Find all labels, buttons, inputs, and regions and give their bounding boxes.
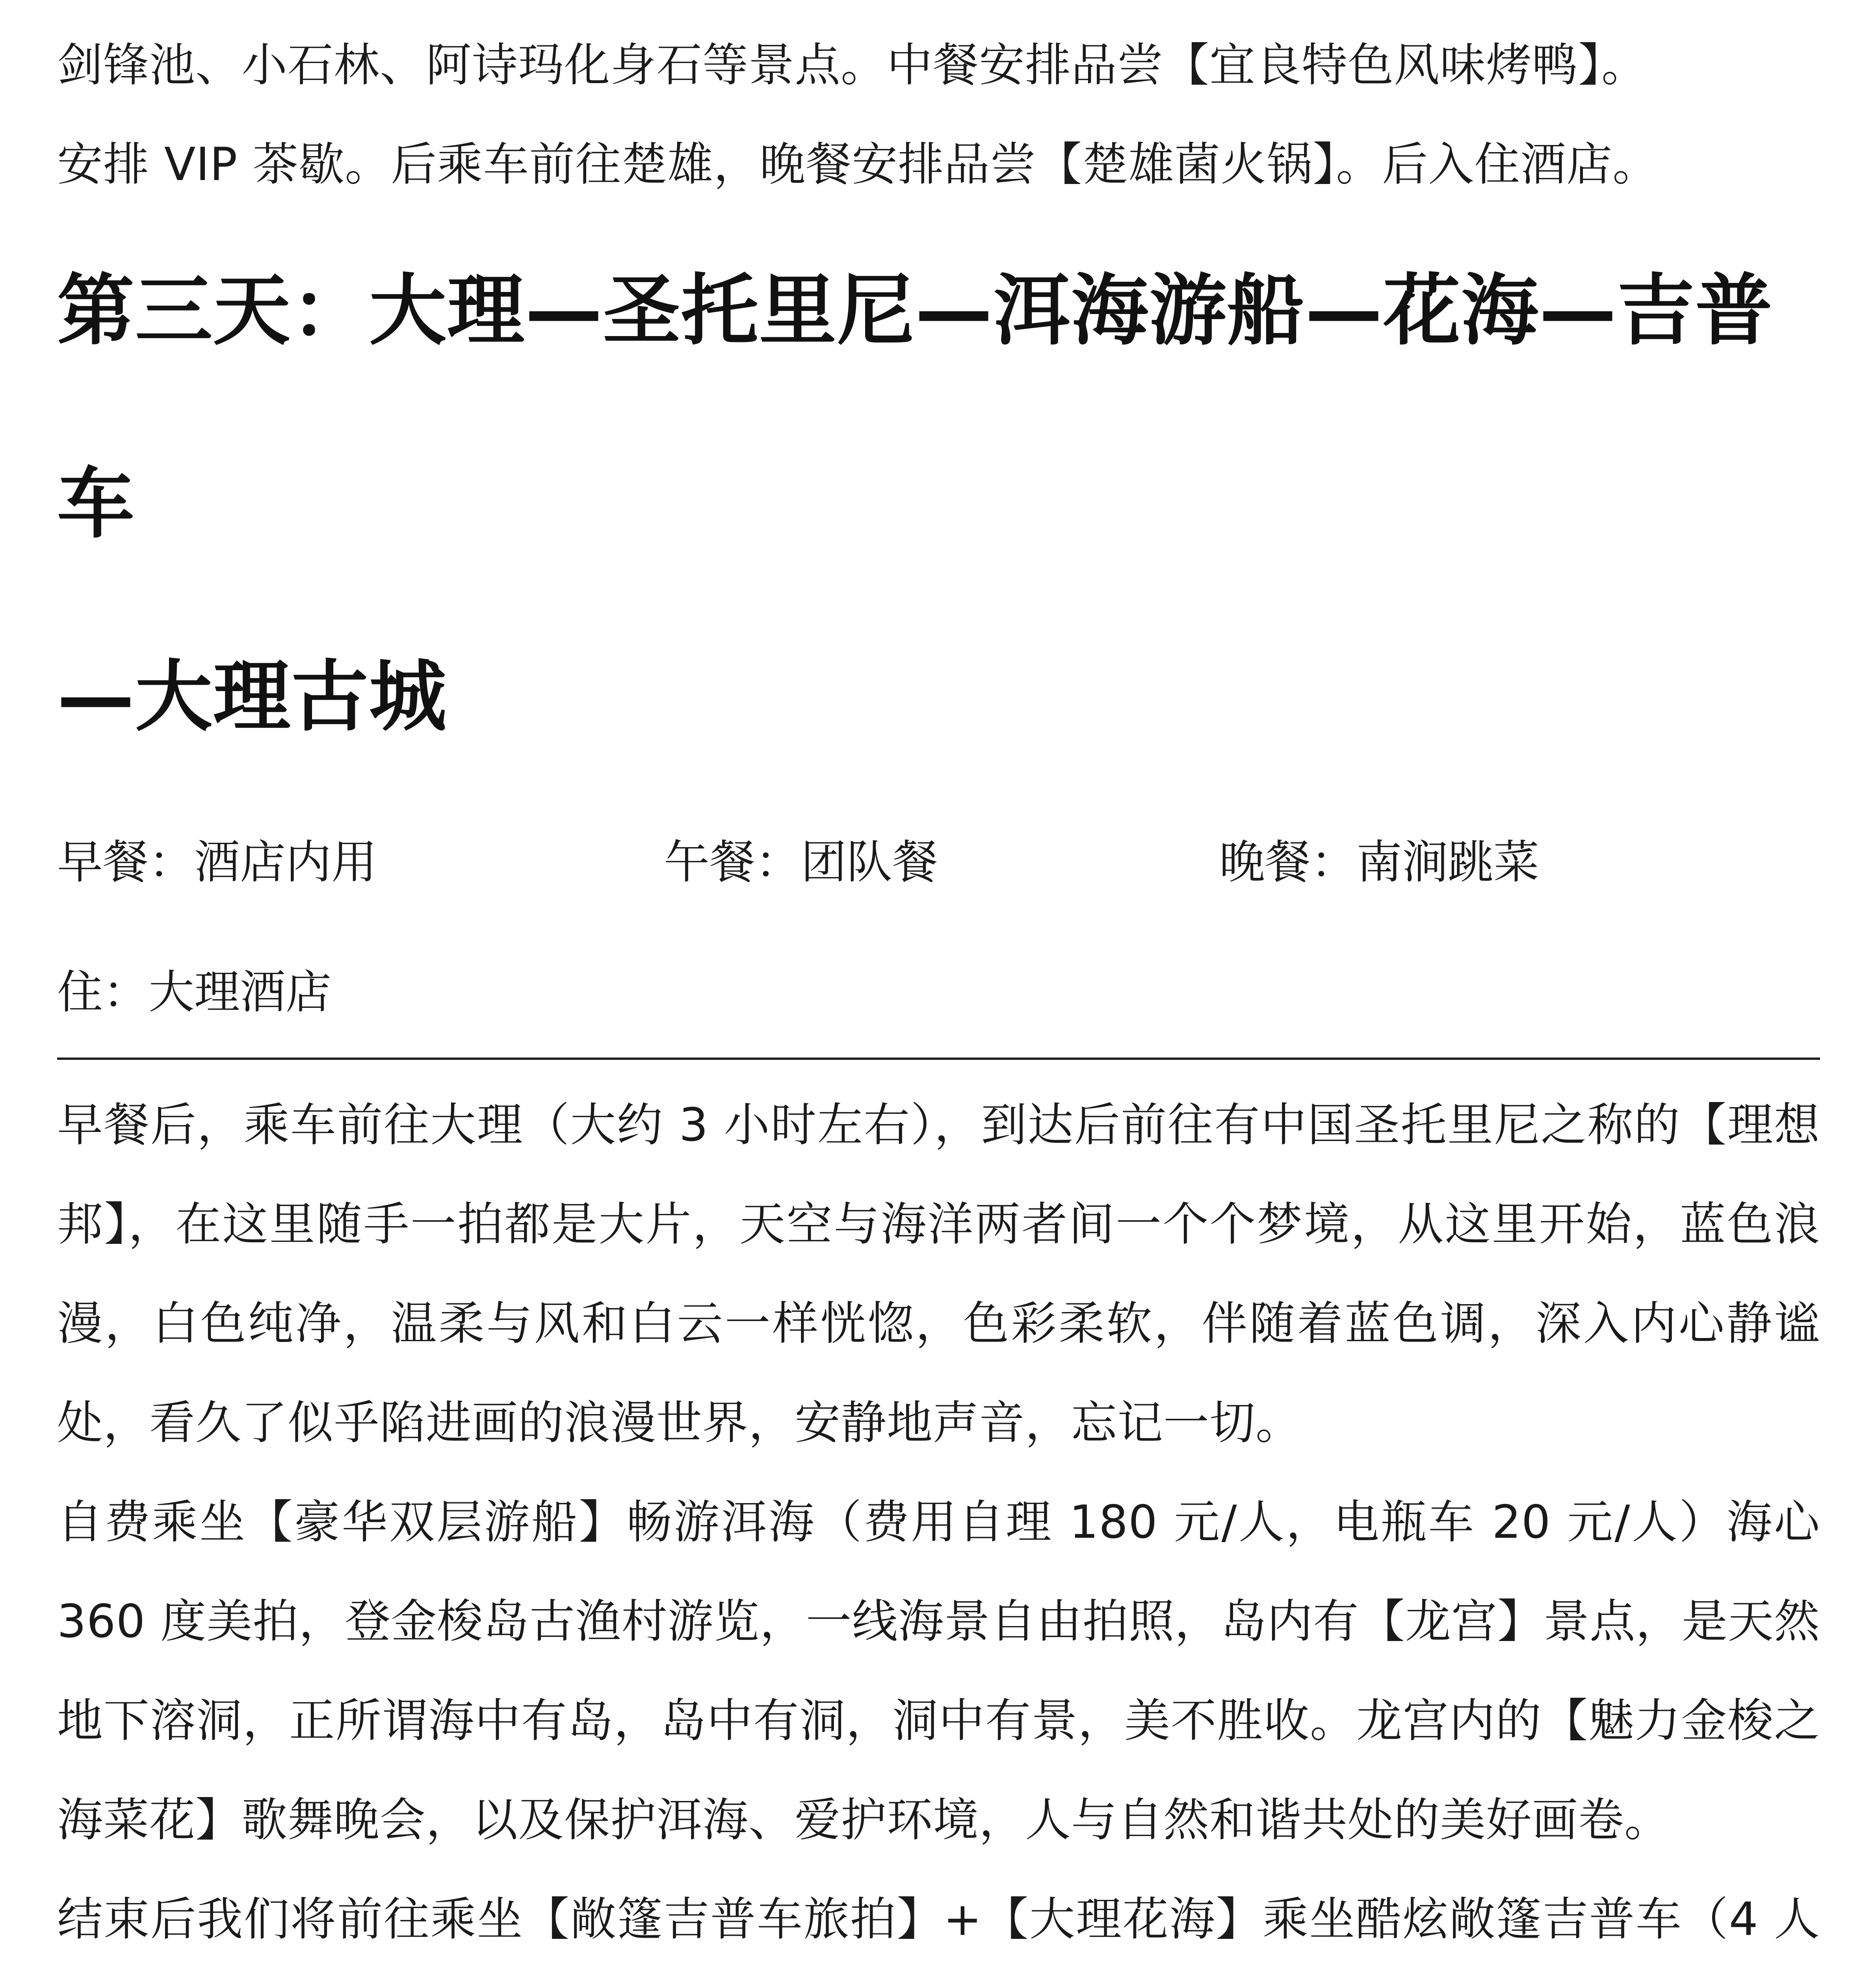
intro-line-1: 剑锋池、小石林、阿诗玛化身石等景点。中餐安排品尝【宜良特色风味烤鸭】。 <box>57 39 1648 92</box>
paragraph-erhai-cruise: 自费乘坐【豪华双层游船】畅游洱海（费用自理 180 元/人，电瓶车 20 元/人）海心 360 度美拍，登金梭岛古渔村游览，一线海景自由拍照，岛内有【龙宫】景点，是天然地下溶洞，正所谓海中有岛，岛中有洞，洞中有景，美不胜收。龙宫内的【魅力金梭之海菜花】歌舞晚会，以及保护洱海、爱护环境，人与自然和谐共处的美好画卷。 <box>57 1496 1820 1847</box>
intro-line-2: 安排 VIP 茶歇。后乘车前往楚雄，晚餐安排品尝【楚雄菌火锅】。后入住酒店。 <box>57 138 1659 191</box>
lunch-info: 午餐：团队餐 <box>664 836 938 889</box>
day3-title-line-1: 第三天：大理—圣托里尼—洱海游船—花海—吉普车 <box>57 266 1774 549</box>
breakfast-info: 早餐：酒店内用 <box>57 836 377 889</box>
document-page <box>57 16 1820 1970</box>
section-divider <box>57 1057 1820 1060</box>
paragraph-jeep-flower-sea: 结束后我们将前往乘坐【敞篷吉普车旅拍】+【大理花海】乘坐酷炫敞篷吉普车（4 人 <box>57 1893 1820 1946</box>
day3-title-line-2: —大理古城 <box>57 652 448 742</box>
accommodation-info: 住：大理酒店 <box>57 966 331 1019</box>
day3-description <box>57 1076 1820 1970</box>
meals-row <box>57 797 1820 927</box>
dinner-info: 晚餐：南涧跳菜 <box>1219 836 1539 889</box>
paragraph-ideal-state: 早餐后，乘车前往大理（大约 3 小时左右），到达后前往有中国圣托里尼之称的【理想邦】，在这里随手一拍都是大片，天空与海洋两者间一个个梦境，从这里开始，蓝色浪漫，白色纯净，温柔与风和白云一样恍惚，色彩柔软，伴随着蓝色调，深入内心静谧处，看久了似乎陷进画的浪漫世界，安静地声音，忘记一切。 <box>57 1098 1820 1450</box>
